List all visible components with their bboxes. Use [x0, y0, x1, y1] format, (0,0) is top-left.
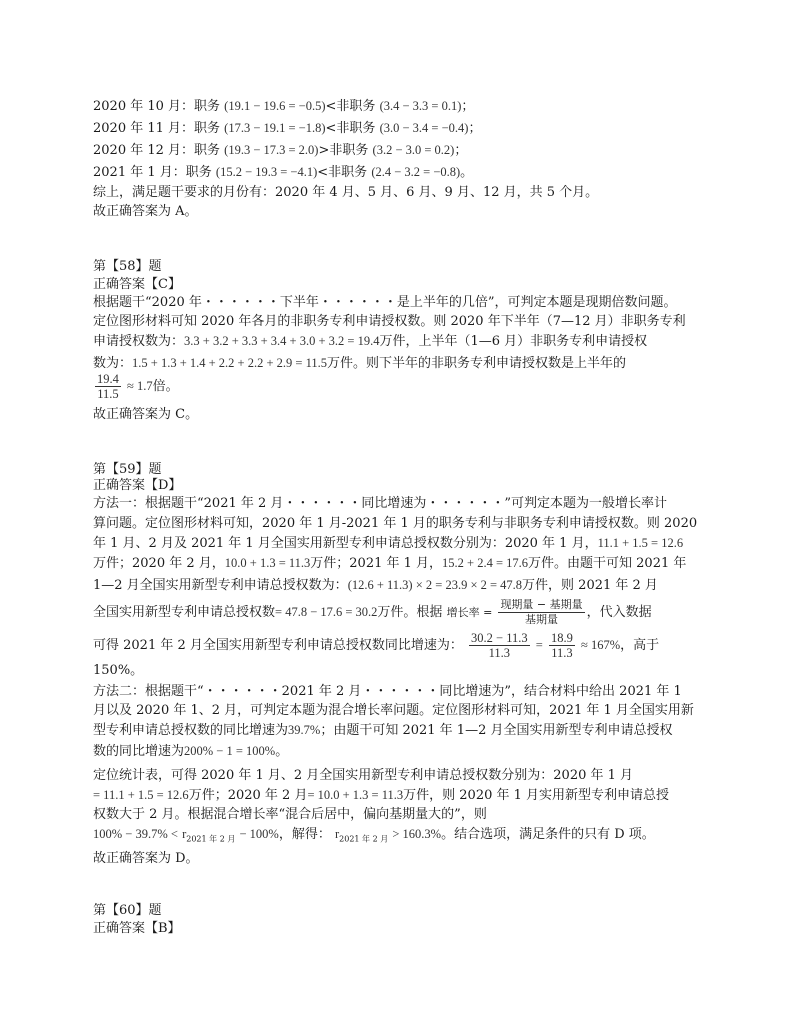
text: 万件；2020 年 2 月 — [188, 788, 308, 803]
text: 万件，则 2021 年 2 月 — [522, 578, 658, 593]
formula-variable: r — [182, 827, 187, 841]
text: 数的同比增速为 — [93, 744, 185, 759]
answer-label: 正确答案【D】 — [93, 478, 182, 493]
text-line: 故正确答案为 A。 — [93, 204, 198, 219]
text-line: 定位统计表，可得 2020 年 1 月、2 月全国实用新型专利申请总授权数分别为：2020 年 1 月 — [93, 768, 634, 783]
text: 2020 年 12 月：职务 — [93, 143, 221, 158]
formula: = 47.8 − 17.6 = 30.2 — [275, 605, 378, 619]
text: 2020 年 11 月：职务 — [93, 121, 221, 136]
formula: 3.3 + 3.2 + 3.3 + 3.4 + 3.0 + 3.2 = 19.4 — [184, 334, 380, 348]
text: 万件，上半年（1—6 月）非职务专利申请授权 — [379, 334, 648, 349]
formula: (3.4 − 3.3 = 0.1) — [379, 99, 462, 113]
formula: = — [535, 638, 543, 652]
text: ，解得： — [278, 827, 331, 842]
formula: 10.0 + 1.3 = 11.3 — [224, 556, 311, 570]
text: 2020 年 10 月：职务 — [93, 99, 221, 114]
formula: ≈ 167% — [580, 638, 621, 652]
formula: 15.2 + 2.4 = 17.6 — [442, 556, 529, 570]
text-line: 权数大于 2 月。根据混合增长率“混合后居中，偏向基期量大的”，则 — [93, 807, 487, 822]
fraction — [469, 631, 530, 660]
fraction-numerator: 18.9 — [550, 631, 573, 645]
text-line: 定位图形材料可知 2020 年各月的非职务专利申请授权数。则 2020 年下半年（7—12 月）非职务专利 — [93, 314, 686, 329]
answer-label: 正确答案【C】 — [93, 277, 181, 292]
formula: (17.3 − 19.1 = −1.8) — [224, 121, 326, 135]
text: ； — [461, 99, 475, 114]
formula: (19.3 − 17.3 = 2.0) — [224, 143, 319, 157]
text: 万件。根据 — [377, 605, 443, 620]
text-line: 故正确答案为 C。 — [93, 407, 199, 422]
question-title: 第【59】题 — [93, 462, 162, 477]
question-title: 第【58】题 — [93, 259, 162, 274]
text-line — [93, 631, 659, 660]
formula: 11.1 + 1.5 = 12.6 — [597, 536, 684, 550]
text-line — [93, 555, 686, 572]
formula: (15.2 − 19.3 = −4.1) — [215, 165, 318, 179]
text-line — [93, 743, 288, 760]
text: ，高于 — [620, 638, 660, 653]
text: 型专利申请总授权数的同比增速为 — [93, 723, 289, 738]
text: 万件。由题干可知 2021 年 — [528, 556, 687, 571]
text: >非职务 — [318, 143, 369, 158]
text-line — [93, 142, 467, 159]
formula: 200% − 1 = 100% — [184, 744, 276, 758]
answer-label: 正确答案【B】 — [93, 921, 181, 936]
text-line — [93, 598, 652, 627]
formula: 1.5 + 1.3 + 1.4 + 2.2 + 2.2 + 2.9 = 11.5 — [132, 356, 327, 370]
text: 1—2 月全国实用新型专利申请总授权数为： — [93, 578, 348, 593]
text: ； — [454, 143, 468, 158]
text: 万件；2020 年 2 月， — [93, 556, 225, 571]
formula: = 10.0 + 1.3 = 11.3 — [307, 788, 404, 802]
text-line — [93, 120, 481, 137]
text-line — [93, 355, 626, 372]
text: <非职务 — [325, 99, 376, 114]
formula: 100% − 39.7% < — [93, 827, 178, 841]
fraction — [95, 372, 121, 401]
text-line: 方法二：根据题干“・・・・・・2021 年 2 月・・・・・・同比增速为”，结合材料中给出 2021 年 1 — [93, 684, 682, 699]
formula-variable: r — [334, 827, 340, 841]
text: 年 1 月、2 月及 2021 年 1 月全国实用新型专利申请总授权数分别为：2020 年 1 月， — [93, 536, 598, 551]
fraction-numerator: 19.4 — [97, 372, 119, 386]
text: <非职务 — [317, 165, 368, 180]
text-line: 方法一：根据题干“2021 年 2 月・・・・・・同比增速为・・・・・・”可判定本题为一般增长率计 — [93, 496, 668, 511]
text: 倍。 — [152, 379, 179, 394]
formula: = 11.1 + 1.5 = 12.6 — [93, 788, 189, 802]
text-line: 150%。 — [93, 663, 144, 678]
formula-subscript: 2021 年 2 月 — [186, 834, 236, 844]
fraction-denominator: 11.3 — [488, 646, 511, 660]
formula: − 100% — [239, 827, 279, 841]
fraction-numerator: 现期量 − 基期量 — [500, 598, 583, 611]
formula: (3.2 − 3.0 = 0.2) — [372, 143, 455, 157]
text-line: 综上，满足题干要求的月份有：2020 年 4 月、5 月、6 月、9 月、12 月，共 5 个月。 — [93, 185, 599, 200]
text-line — [93, 372, 179, 401]
text: ；由题干可知 2021 年 1—2 月全国实用新型专利申请总授权 — [320, 723, 673, 738]
text-line — [93, 826, 655, 848]
text: 。 — [460, 165, 474, 180]
text-line — [93, 333, 647, 350]
formula: > 160.3% — [392, 827, 442, 841]
text: 全国实用新型专利申请总授权数 — [93, 605, 276, 620]
formula: 增长率 = — [446, 606, 493, 619]
text: 申请授权数为： — [93, 334, 185, 349]
text-line — [93, 535, 683, 552]
formula: (2.4 − 3.2 = −0.8) — [371, 165, 461, 179]
question-title: 第【60】题 — [93, 903, 162, 918]
text-line: 算问题。定位图形材料可知，2020 年 1 月-2021 年 1 月的职务专利与非职务专利申请授权数。则 2020 — [93, 516, 698, 531]
text: 。结合选项，满足条件的只有 D 项。 — [441, 827, 655, 842]
text-line: 月以及 2020 年 1、2 月，可判定本题为混合增长率问题。定位图形材料可知，2021 年 1 月全国实用新 — [93, 703, 694, 718]
fraction-numerator: 30.2 − 11.3 — [471, 631, 528, 645]
fraction — [549, 631, 575, 660]
text: ； — [468, 121, 482, 136]
text: ，代入数据 — [586, 605, 652, 620]
text: 数为： — [93, 356, 133, 371]
text: 2021 年 1 月：职务 — [93, 165, 212, 180]
fraction — [498, 598, 584, 627]
formula: 39.7% — [288, 723, 321, 737]
text-line: 故正确答案为 D。 — [93, 851, 199, 866]
text: <非职务 — [325, 121, 376, 136]
text-line — [93, 722, 672, 739]
text-line — [93, 577, 658, 594]
fraction-denominator: 基期量 — [525, 613, 559, 626]
fraction-denominator: 11.5 — [97, 387, 119, 401]
fraction-denominator: 11.3 — [551, 646, 573, 660]
text-line — [93, 98, 474, 115]
text: 。 — [275, 744, 289, 759]
text-line — [93, 164, 473, 181]
formula: (12.6 + 11.3) × 2 = 23.9 × 2 = 47.8 — [347, 578, 523, 592]
formula: (19.1 − 19.6 = −0.5) — [224, 99, 326, 113]
formula: ≈ 1.7 — [127, 379, 153, 393]
text: 万件；2021 年 1 月， — [310, 556, 443, 571]
formula: (3.0 − 3.4 = −0.4) — [379, 121, 469, 135]
formula-subscript: 2021 年 2 月 — [339, 834, 389, 844]
text-line — [93, 787, 669, 804]
text: 万件，则 2020 年 1 月实用新型专利申请总授 — [403, 788, 670, 803]
text: 可得 2021 年 2 月全国实用新型专利申请总授权数同比增速为： — [93, 638, 463, 653]
text: 万件。则下半年的非职务专利申请授权数是上半年的 — [326, 356, 626, 371]
text-line: 根据题干“2020 年・・・・・・下半年・・・・・・是上半年的几倍”，可判定本题是现期倍数问题。 — [93, 295, 677, 310]
